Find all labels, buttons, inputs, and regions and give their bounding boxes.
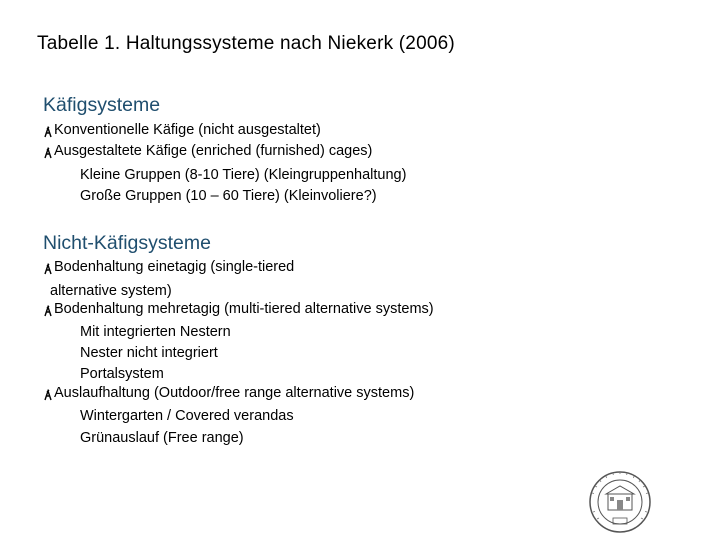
- list-item: Konventionelle Käfige (nicht ausgestaltet): [54, 122, 321, 138]
- list-item: Bodenhaltung einetagig (single-tiered: [54, 259, 295, 275]
- sub-list-item: Große Gruppen (10 – 60 Tiere) (Kleinvoliere?): [80, 188, 377, 204]
- list-item: Auslaufhaltung (Outdoor/free range alternative systems): [54, 385, 415, 401]
- page-title: Tabelle 1. Haltungssysteme nach Niekerk (2006): [37, 33, 455, 54]
- section-heading-cages: Käfigsysteme: [43, 94, 161, 116]
- sub-list-item: Mit integrierten Nestern: [80, 324, 231, 340]
- bullet-icon: [44, 389, 52, 401]
- bullet-icon: [44, 126, 52, 138]
- sub-list-item: Nester nicht integriert: [80, 345, 218, 361]
- bullet-icon: [44, 305, 52, 317]
- bullet-icon: [44, 147, 52, 159]
- bullet-icon: [44, 263, 52, 275]
- list-item-continuation: alternative system): [50, 283, 172, 299]
- list-item: Bodenhaltung mehretagig (multi-tiered alternative systems): [54, 301, 434, 317]
- section-heading-non-cages: Nicht-Käfigsysteme: [43, 232, 211, 254]
- sub-list-item: Grünauslauf (Free range): [80, 430, 244, 446]
- sub-list-item: Kleine Gruppen (8-10 Tiere) (Kleingruppenhaltung): [80, 167, 407, 183]
- sub-list-item: Wintergarten / Covered verandas: [80, 408, 294, 424]
- sub-list-item: Portalsystem: [80, 366, 164, 382]
- list-item: Ausgestaltete Käfige (enriched (furnished) cages): [54, 143, 373, 159]
- university-seal-icon: [588, 470, 652, 534]
